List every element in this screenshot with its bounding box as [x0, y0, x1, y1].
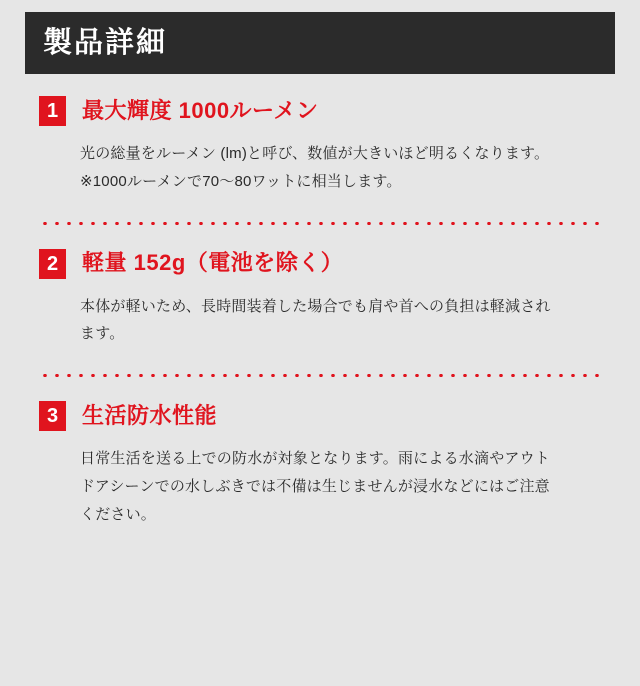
feature-header-3	[25, 401, 615, 431]
features-list	[25, 74, 615, 528]
feature-title-3: 生活防水性能	[82, 402, 218, 428]
feature-number-badge-1: 1	[39, 96, 66, 126]
feature-body-1: 光の総量をルーメン (lm)と呼び、数値が大きいほど明るくなります。※1000ルーメンで70〜80ワットに相当します。	[80, 145, 550, 190]
feature-number-badge-3: 3	[39, 401, 66, 431]
feature-title-1: 最大輝度 1000ルーメン	[82, 97, 319, 123]
feature-header-1	[25, 96, 615, 126]
dotted-divider-2	[39, 374, 601, 377]
spacer-top	[25, 74, 615, 96]
feature-item-1	[25, 96, 615, 196]
feature-body-3: 日常生活を送る上での防水が対象となります。雨による水滴やアウトドアシーンでの水しぶきでは不備は生じませんが浸水などにはご注意ください。	[80, 450, 551, 523]
dotted-divider-1	[39, 222, 601, 225]
page-title: 製品詳細	[43, 26, 168, 59]
feature-header-2	[25, 249, 615, 279]
feature-item-3	[25, 401, 615, 528]
feature-number-badge-2: 2	[39, 249, 66, 279]
page-header	[25, 12, 615, 74]
feature-title-2: 軽量 152g（電池を除く）	[82, 250, 344, 276]
feature-body-2: 本体が軽いため、長時間装着した場合でも肩や首への負担は軽減されます。	[80, 297, 551, 343]
feature-item-2	[25, 249, 615, 349]
